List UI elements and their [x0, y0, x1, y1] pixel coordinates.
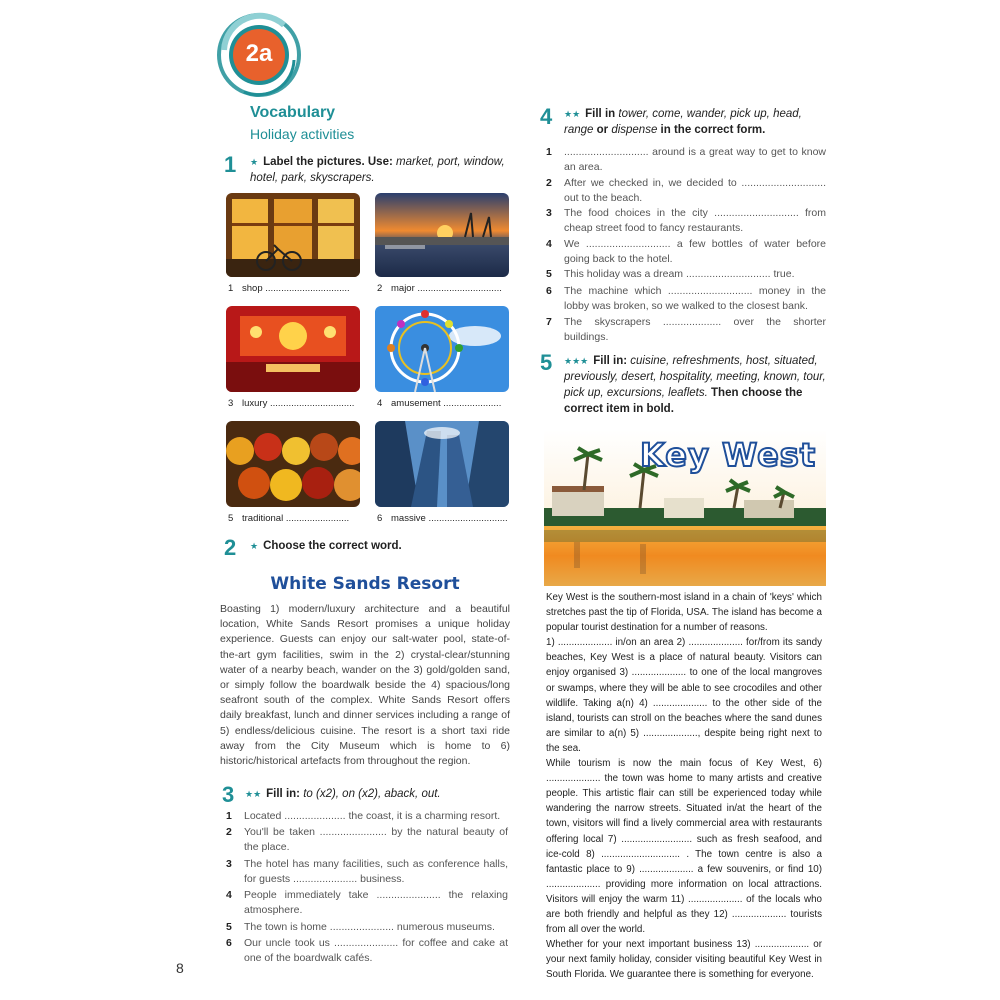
- difficulty-stars: ★★★: [564, 356, 589, 366]
- key-west-paragraph-4: Whether for your next important business 13) .................... or your next family holiday, consider visiting beautiful Key West in South Florida. We guarantee there is something for everyone.: [546, 939, 822, 981]
- page-number: 8: [176, 960, 184, 976]
- key-west-paragraph-2: 1) .................... in/on an area 2) .................... for/from its sandy beaches, Key West is a place of natural beauty. Visitors can enjoy organised 3) .................... to one of the local mangroves or swamps, where they will be able to see crocodiles and other wildlife. Taking a(n) 4) .................... to the other side of the island, tourists can stroll on the beaches where the sand dunes are similar to a(n) 5) ...................., despite being right next to the sea.: [546, 637, 822, 754]
- resort-paragraph: Boasting 1) modern/luxury architecture and a beautiful location, White Sands Resort promises a unique holiday experience. Guests can enjoy our salt-water pool, state-of-the-art gym facilities, swim in the 2) crystal-clear/stunning water of a nearby beach, wander on the 3) gold/golden sand, or simply follow the boardwalk beside the 4) spacious/long seafront south of the complex. White Sands Resort offers daily breakfast, lunch and dinner services including a range of 5) endless/delicious cuisine. The resort is a short taxi ride away from the City Museum which is home to 6) historic/historical artefacts from throughout the region.: [220, 603, 510, 768]
- key-west-article: [546, 590, 822, 982]
- ex4-item-6: 6 The machine which ............................. money in the lobby was broken, so we walked to the closest bank.: [546, 285, 826, 312]
- difficulty-stars: ★: [250, 541, 259, 551]
- picture-shop: [226, 193, 360, 277]
- difficulty-stars: ★★: [245, 789, 262, 799]
- exercise-2-instruction: ★ Choose the correct word.: [250, 540, 402, 552]
- difficulty-stars: ★: [250, 157, 259, 167]
- picture-hotel: [226, 306, 360, 392]
- picture-port: [375, 193, 509, 277]
- ex4-item-7: 7 The skyscrapers .................... over the shorter buildings.: [546, 316, 826, 343]
- ex3-item-2: 2 You'll be taken ....................... by the natural beauty of the place.: [226, 826, 508, 853]
- caption-6: 6 massive ..............................: [377, 513, 508, 524]
- exercise-3-number: 3: [222, 782, 235, 807]
- exercise-4-instruction: ★★ Fill in tower, come, wander, pick up, head, range or dispense in the correct form.: [564, 108, 802, 136]
- ex4-item-1: 1 ............................. around is a great way to get to know an area.: [546, 146, 826, 173]
- picture-market: [226, 421, 360, 507]
- ex4-item-4: 4 We ............................. a few bottles of water before going back to the hotel.: [546, 238, 826, 265]
- ex3-item-1: 1 Located ..................... the coast, it is a charming resort.: [226, 810, 501, 822]
- picture-park: [375, 306, 509, 392]
- ex3-item-5: 5 The town is home ...................... numerous museums.: [226, 921, 495, 933]
- section-subtitle: Holiday activities: [250, 126, 355, 142]
- exercise-3-instruction: ★★ Fill in: to (x2), on (x2), aback, out.: [245, 788, 441, 800]
- difficulty-stars: ★★: [564, 109, 581, 119]
- unit-badge-label: 2a: [245, 40, 273, 67]
- key-west-paragraph-1: Key West is the southern-most island in a chain of 'keys' which stretches past the tip of Florida, USA. The island has become a popular tourist destination for a number of reasons.: [546, 592, 822, 634]
- ex4-item-2: 2 After we checked in, we decided to ............................. out to the beach.: [546, 177, 826, 204]
- unit-badge: [214, 10, 304, 100]
- key-west-banner: [544, 430, 826, 586]
- ex4-item-5: 5 This holiday was a dream ............................. true.: [546, 268, 795, 280]
- exercise-5-instruction: ★★★ Fill in: cuisine, refreshments, host, situated, previously, desert, hospitality, meeting, known, tour, pick up, excursions, leaflets. Then choose the correct item in bold.: [564, 355, 826, 415]
- caption-3: 3 luxury ................................: [228, 398, 355, 409]
- caption-4: 4 amusement ......................: [377, 398, 502, 409]
- picture-skyscrapers: [375, 421, 509, 507]
- caption-2: 2 major ................................: [377, 283, 502, 294]
- caption-1: 1 shop ................................: [228, 283, 350, 294]
- exercise-2-number: 2: [224, 535, 237, 560]
- exercise-4-number: 4: [540, 104, 553, 129]
- caption-5: 5 traditional ........................: [228, 513, 350, 524]
- exercise-1-number: 1: [224, 152, 237, 177]
- key-west-title: Key West: [640, 436, 817, 474]
- exercise-5-number: 5: [540, 350, 553, 375]
- section-title: Vocabulary: [250, 104, 336, 121]
- ex3-item-4: 4 People immediately take ...................... the relaxing atmosphere.: [226, 889, 508, 916]
- ex4-item-3: 3 The food choices in the city ............................. from cheap street food to fancy restaurants.: [546, 207, 826, 234]
- key-west-paragraph-3: While tourism is now the main focus of Key West, 6) .................... the town was home to many artists and creative people. This artistic flair can still be experienced today while wandering the narrow streets. Situated in/at the heart of the town, visitors will find a lively commercial area with restaurants offering local 7) .......................... such as fresh seafood, and ice-cold 8) ............................. . The town centre is also a fantastic place to 9) .................... a few souvenirs, or find 10) .................... providing more information on local attractions. Visitors will enjoy the warm 11) .................... of the locals who are both friendly and helpful as they 12) .................... tourists from all over the world.: [546, 758, 822, 936]
- exercise-1-instruction: ★ Label the pictures. Use: market, port, window, hotel, park, skyscrapers.: [250, 156, 505, 184]
- ex3-item-6: 6 Our uncle took us ...................... for coffee and cake at one of the boardwalk cafés.: [226, 937, 508, 964]
- ex3-item-3: 3 The hotel has many facilities, such as conference halls, for guests ...................... business.: [226, 858, 508, 885]
- resort-title: White Sands Resort: [270, 574, 460, 594]
